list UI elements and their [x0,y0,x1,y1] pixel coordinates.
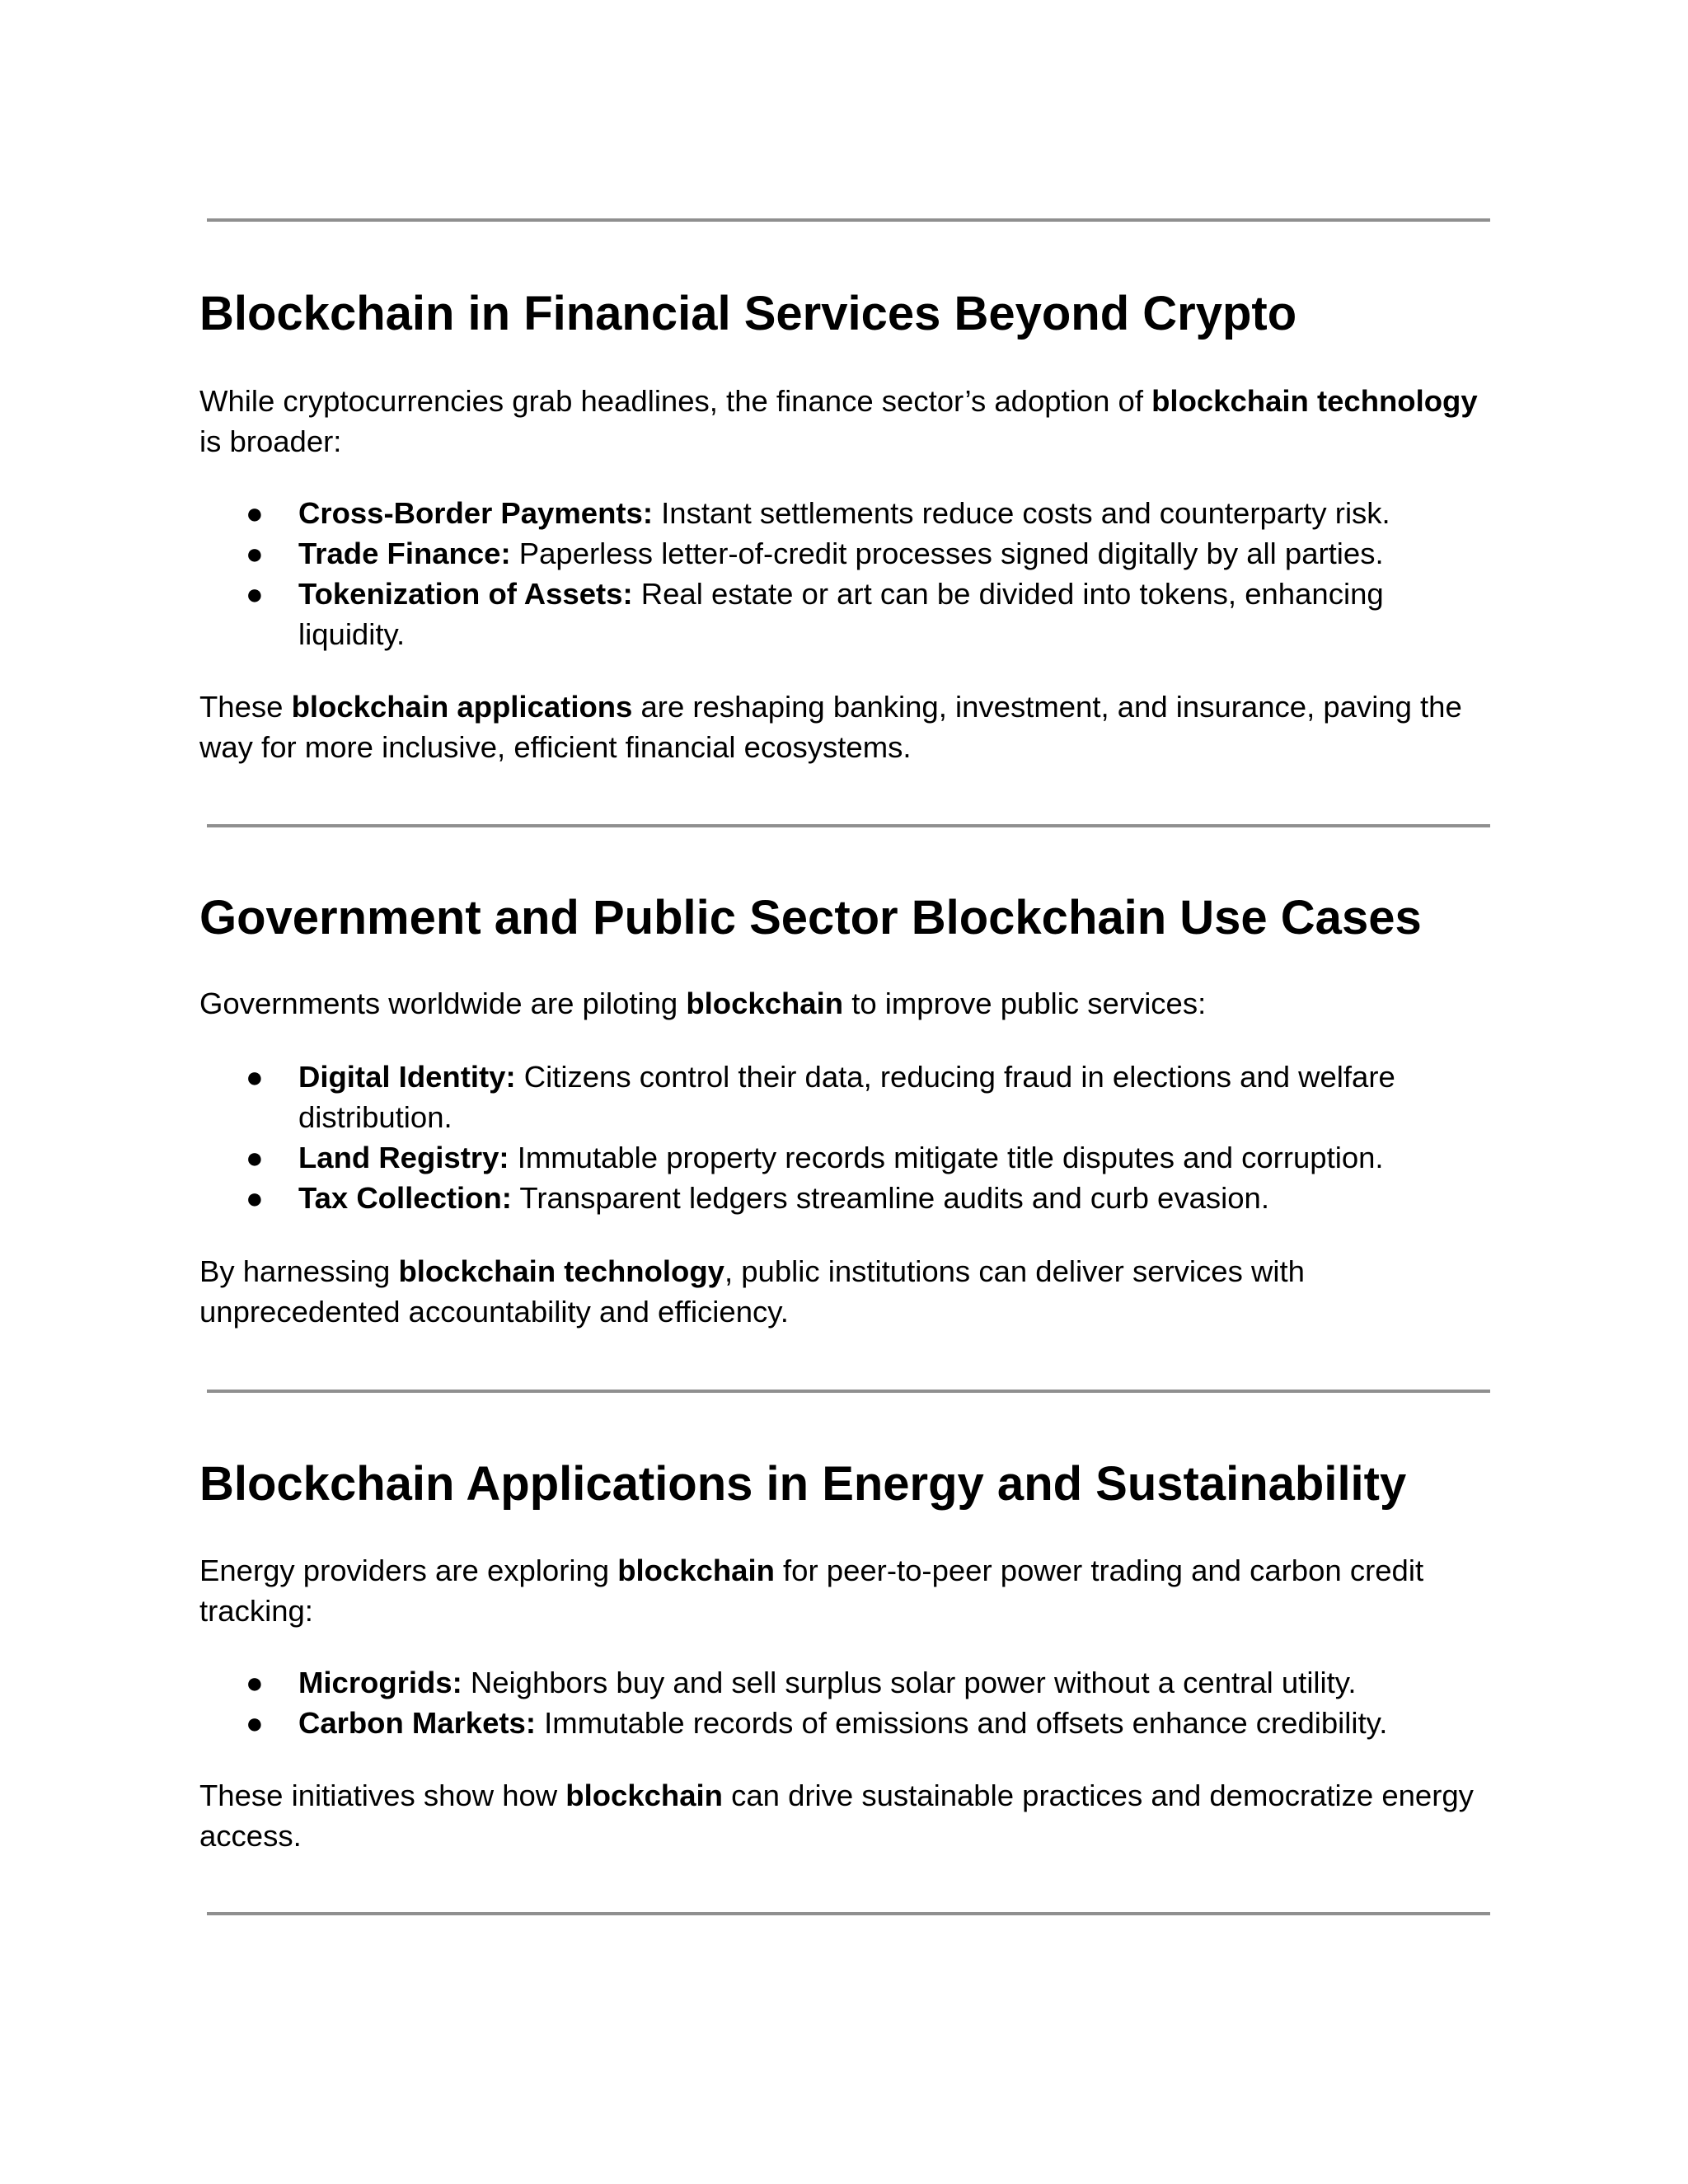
outro-paragraph-line: These initiatives show how blockchain can drive sustainable practices and democratize energy [199,1779,1474,1812]
list-item-text: Immutable records of emissions and offsets enhance credibility. [536,1706,1388,1740]
outro-paragraph-line: unprecedented accountability and efficiency. [199,1295,789,1329]
bullet-icon: ● [246,1666,264,1699]
bullet-icon: ● [246,1060,264,1094]
intro-paragraph-line: While cryptocurrencies grab headlines, the finance sector’s adoption of blockchain technology [199,384,1478,418]
section-heading: Government and Public Sector Blockchain Use Cases [199,891,1422,944]
bold-keyword: blockchain technology [398,1254,724,1288]
outro-paragraph-line: way for more inclusive, efficient financial ecosystems. [199,730,912,764]
list-item-text: Transparent ledgers streamline audits and curb evasion. [511,1181,1270,1215]
bullet-icon: ● [246,1181,264,1215]
list-item-text: Immutable property records mitigate title disputes and corruption. [509,1141,1384,1174]
list-item-term: Carbon Markets: [298,1706,537,1740]
intro-paragraph-line: tracking: [199,1594,313,1628]
list-item-term: Digital Identity: [298,1060,516,1094]
outro-paragraph-line: These blockchain applications are reshaping banking, investment, and insurance, paving the [199,690,1462,724]
section-divider [207,1912,1490,1915]
list-item-term: Tokenization of Assets: [298,577,633,611]
list-item-term: Cross‑Border Payments: [298,496,654,530]
section-divider [207,218,1490,222]
bold-keyword: blockchain [617,1554,775,1587]
section-divider [207,1390,1490,1393]
section-heading: Blockchain in Financial Services Beyond Crypto [199,287,1297,340]
list-item-term: Tax Collection: [298,1181,512,1215]
bullet-icon: ● [246,496,264,530]
bold-keyword: blockchain [565,1779,723,1812]
bold-keyword: blockchain applications [291,690,633,724]
bullet-icon: ● [246,1706,264,1740]
intro-paragraph-line: Governments worldwide are piloting blockchain to improve public services: [199,987,1207,1020]
list-item-term: Trade Finance: [298,537,511,570]
list-item-term: Land Registry: [298,1141,509,1174]
bold-keyword: blockchain technology [1151,384,1478,418]
list-item-text: Real estate or art can be divided into tokens, enhancing [632,577,1384,611]
bullet-icon: ● [246,1141,264,1174]
list-item-text: Citizens control their data, reducing fraud in elections and welfare [515,1060,1395,1094]
intro-paragraph-line: is broader: [199,424,342,458]
section-divider [207,824,1490,827]
intro-paragraph-line: Energy providers are exploring blockchain for peer‑to‑peer power trading and carbon credit [199,1554,1424,1587]
list-item-text: Neighbors buy and sell surplus solar power without a central utility. [462,1666,1357,1699]
bullet-icon: ● [246,577,264,611]
outro-paragraph-line: By harnessing blockchain technology, public institutions can deliver services with [199,1254,1305,1288]
list-item-term: Microgrids: [298,1666,462,1699]
list-item-text: Paperless letter‑of‑credit processes signed digitally by all parties. [510,537,1384,570]
list-item-text: Instant settlements reduce costs and counterparty risk. [653,496,1390,530]
section-heading: Blockchain Applications in Energy and Sustainability [199,1457,1407,1511]
outro-paragraph-line: access. [199,1819,302,1853]
bold-keyword: blockchain [686,987,844,1020]
bullet-icon: ● [246,537,264,570]
